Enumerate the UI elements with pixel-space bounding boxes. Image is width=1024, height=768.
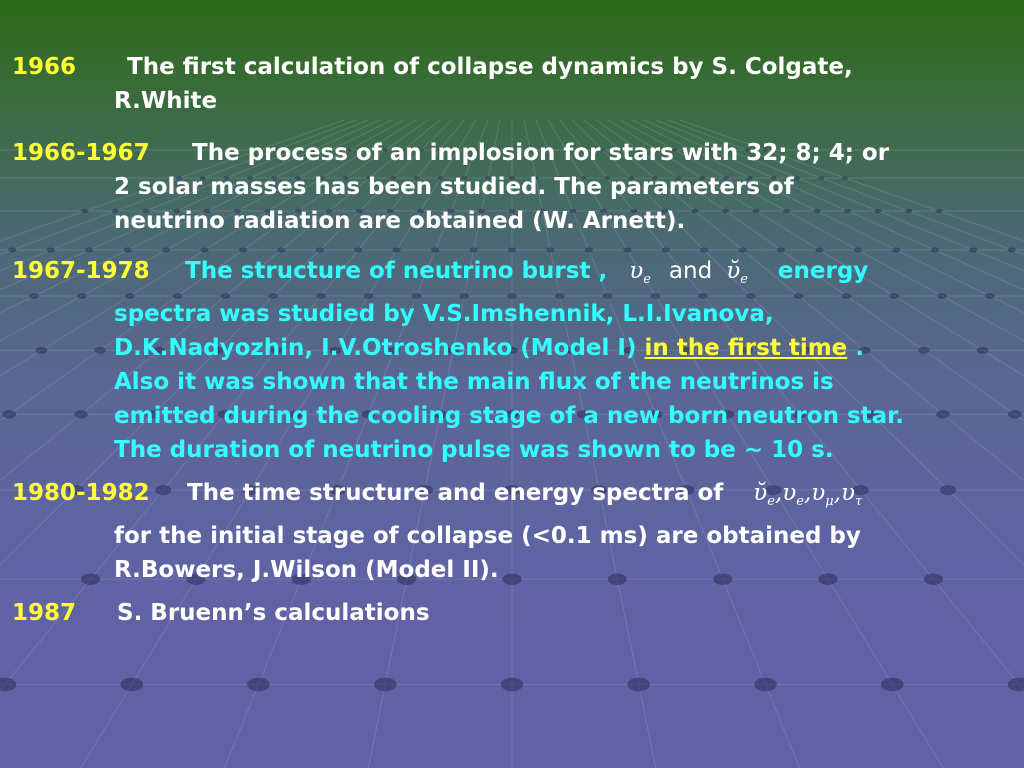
- first-time-highlight: in the first time: [644, 335, 848, 361]
- entry-text-line: 2 solar masses has been studied. The parameters of: [114, 174, 794, 200]
- timeline-entry-1967-1978: [12, 254, 1012, 467]
- flavor-symbol: $\upsilon_\mu$: [811, 480, 834, 509]
- entry-text-line: Also it was shown that the main flux of the neutrinos is: [114, 369, 834, 395]
- entry-text-line: for the initial stage of collapse (<0.1 ms) are obtained by: [114, 523, 861, 549]
- entry-year: 1967-1978: [12, 258, 150, 284]
- entry-text-line: The first calculation of collapse dynamics by S. Colgate,: [127, 54, 853, 80]
- entry-text-line: [12, 254, 1012, 297]
- entry-text-line: neutrino radiation are obtained (W. Arnett).: [114, 208, 686, 234]
- entry-text-line: S. Bruenn’s calculations: [117, 600, 430, 626]
- flavor-symbol: $\upsilon_\tau$: [841, 480, 863, 509]
- authors-text: D.K.Nadyozhin, I.V.Otroshenko (Model I): [114, 335, 637, 361]
- entry-text-line: The process of an implosion for stars with 32; 8; 4; or: [192, 140, 890, 166]
- flavor-symbol: $\upsilon_e$: [782, 480, 804, 509]
- timeline-entry-1980-1982: [12, 476, 1012, 587]
- entry-text-line: spectra was studied by V.S.Imshennik, L.I.Ivanova,: [114, 301, 774, 327]
- entry-text-line: The duration of neutrino pulse was shown to be ~ 10 s.: [114, 437, 834, 463]
- timeline-entry-1966-1967: [12, 136, 1012, 238]
- entry-text-line: emitted during the cooling stage of a new born neutron star.: [114, 403, 904, 429]
- entry-year: 1987: [12, 600, 77, 626]
- entry-text-line: [12, 476, 1012, 519]
- entry-year: 1980-1982: [12, 480, 150, 506]
- entry-text-line: R.White: [114, 88, 218, 114]
- entry-year: 1966: [12, 54, 77, 80]
- timeline-entry-1987: [12, 596, 1012, 630]
- burst-structure-text: The structure of neutrino burst ,: [185, 258, 608, 284]
- entry-text-line: R.Bowers, J.Wilson (Model II).: [114, 557, 499, 583]
- neutrino-flavors-symbols: $ῠ_e,\upsilon_e,\upsilon_\mu,\upsilon_\tau$: [753, 480, 863, 509]
- entry-year: 1966-1967: [12, 140, 150, 166]
- period-text: .: [855, 335, 865, 361]
- flavor-symbol: ῠ$_e$: [753, 480, 775, 509]
- entry-text-line: [12, 331, 1012, 365]
- electron-antineutrino-symbol: ῠ$_e$: [726, 258, 748, 287]
- time-structure-text: The time structure and energy spectra of: [187, 480, 724, 506]
- and-text: and: [668, 258, 713, 284]
- electron-neutrino-symbol: $\upsilon_e$: [629, 258, 651, 287]
- timeline-entry-1966: [12, 50, 1012, 118]
- energy-text: energy: [777, 258, 869, 284]
